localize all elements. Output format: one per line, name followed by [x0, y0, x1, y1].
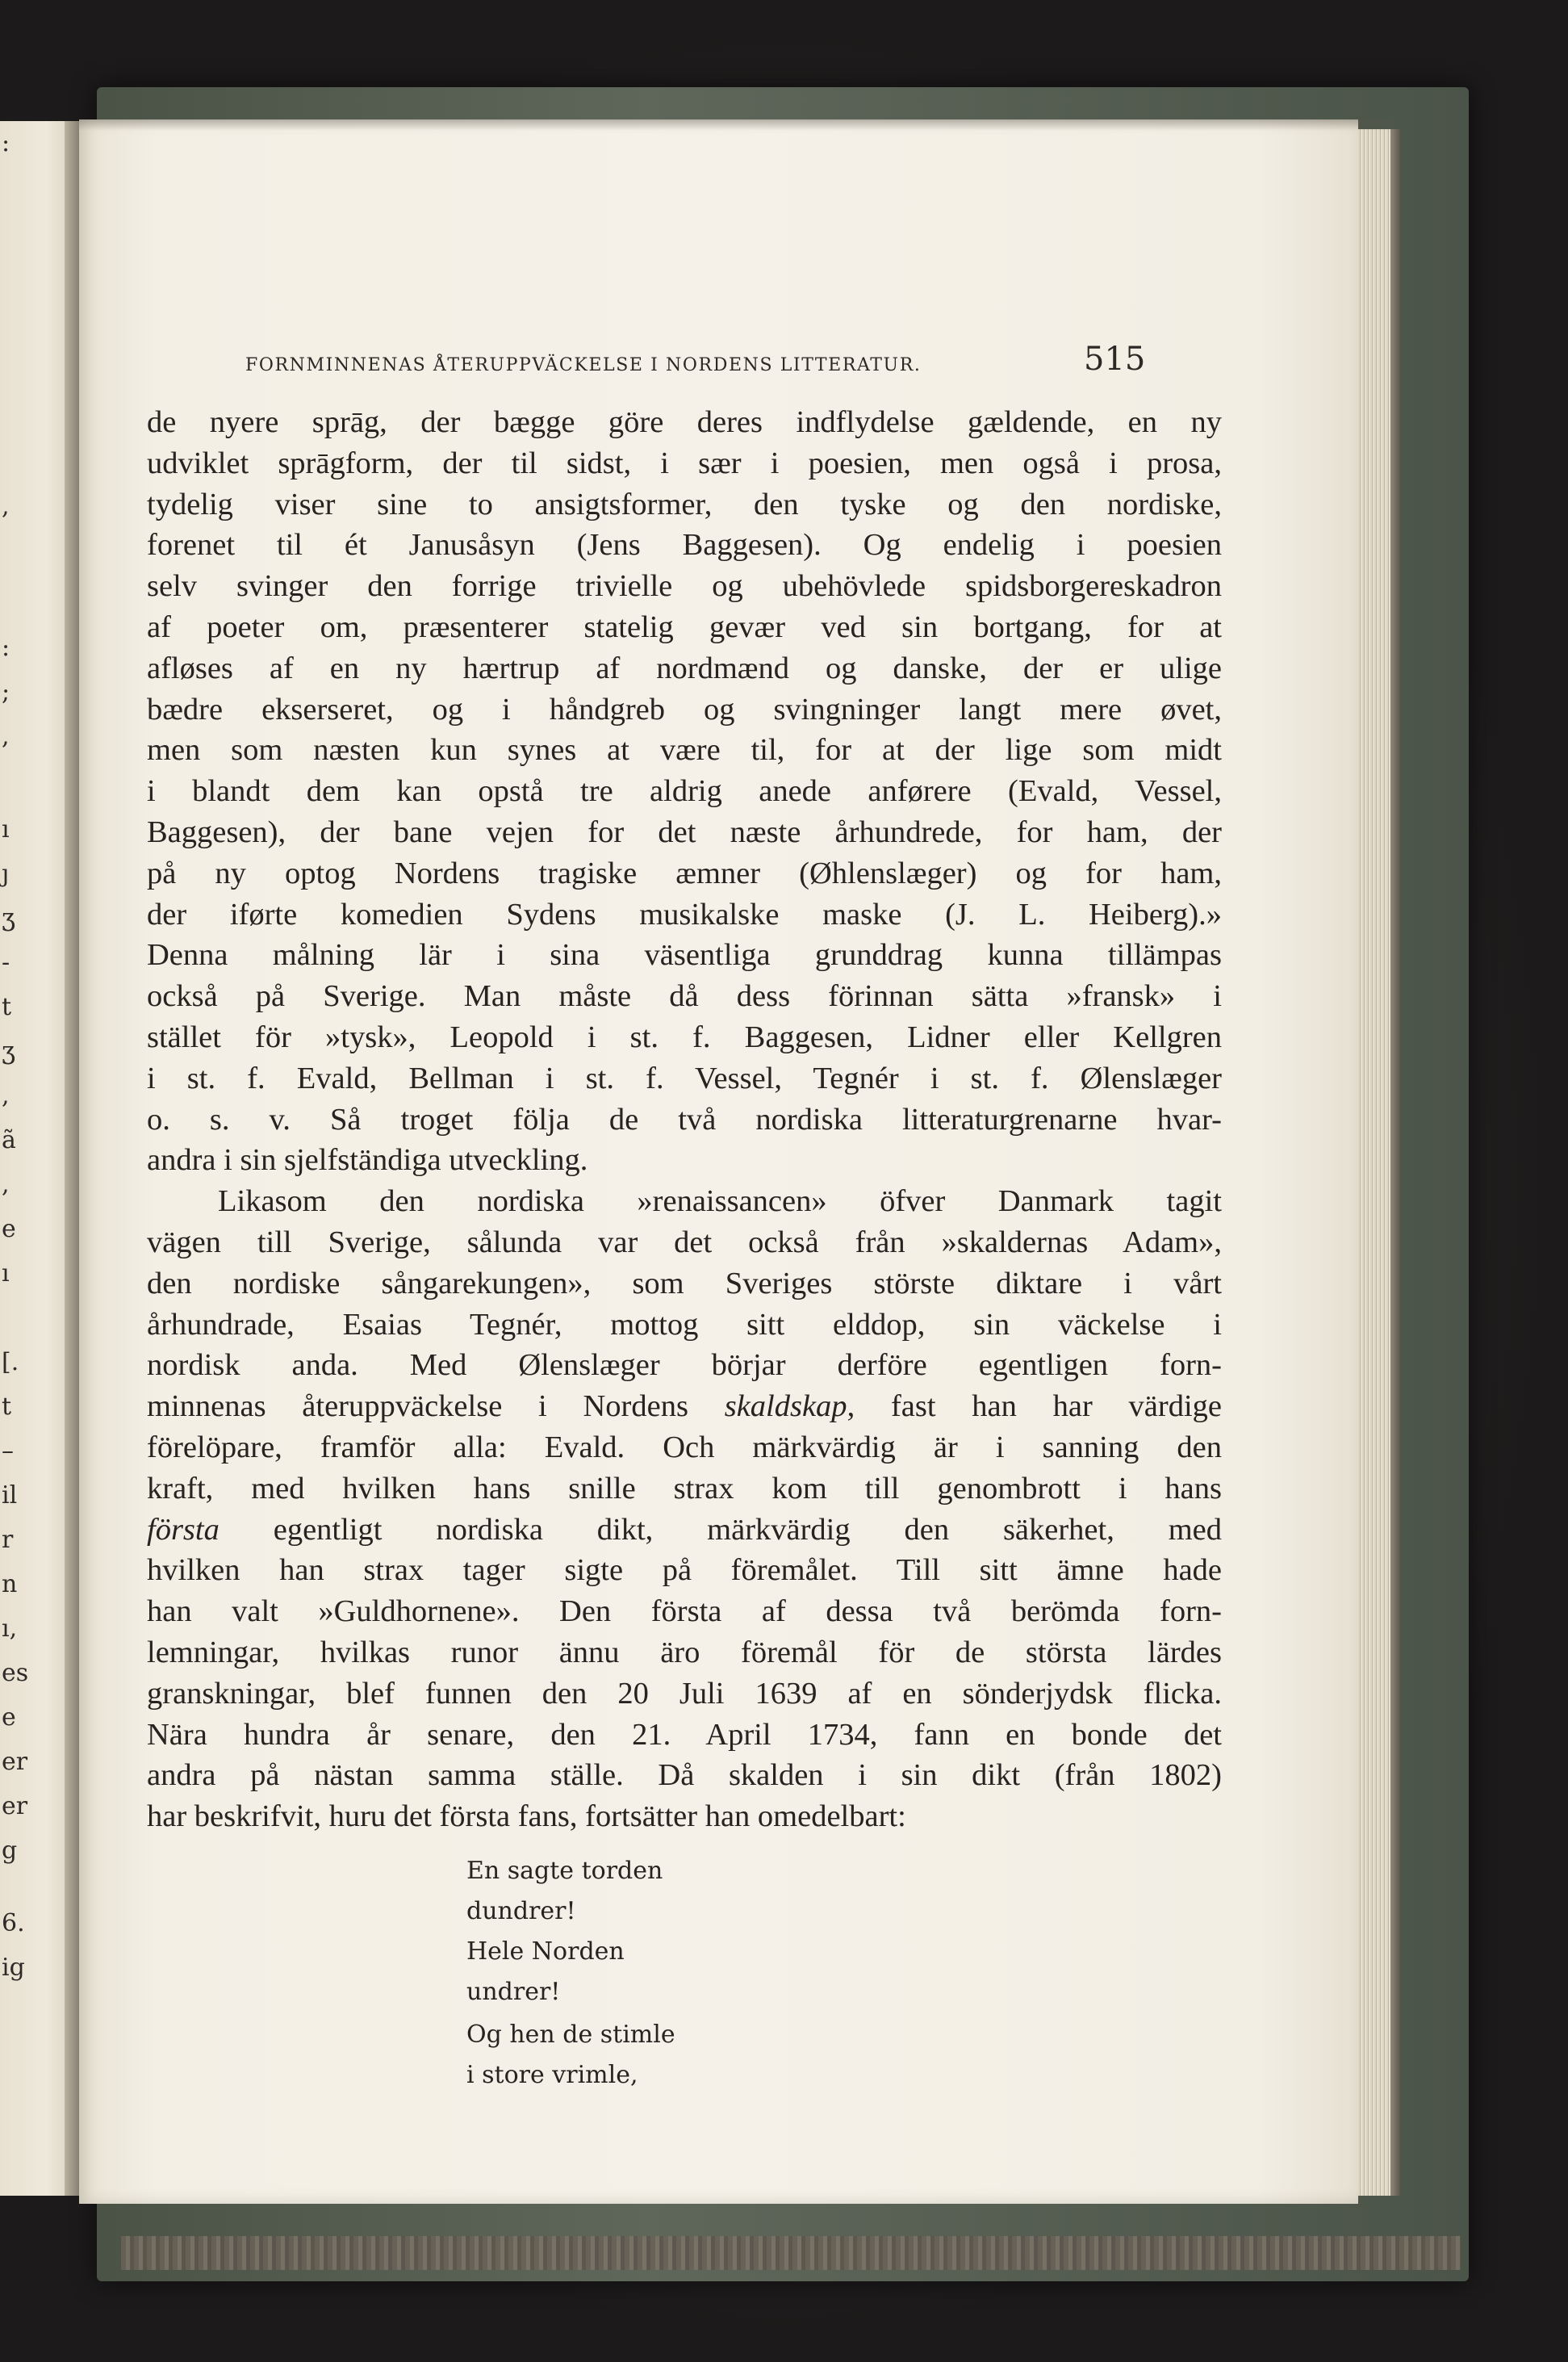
text-line: granskningar, blef funnen den 20 Juli 1639 af en sönderjydsk flicka. — [147, 1676, 1222, 1711]
margin-glyph: ı, — [2, 1614, 18, 1643]
text-line: den nordiske sångarekungen», som Sveriges störste diktare i vårt — [147, 1266, 1222, 1300]
body-text — [147, 402, 1222, 1837]
italic-term: första — [147, 1512, 220, 1547]
text-line: Baggesen), der bane vejen for det næste århundrede, for ham, der — [147, 815, 1222, 849]
text-line: selv svinger den forrige trivielle og ubehövlede spidsborgereskadron — [147, 569, 1222, 604]
margin-glyph: ı — [2, 1259, 10, 1288]
verse-line: dundrer! — [466, 1897, 576, 1925]
text-line: tydelig viser sine to ansigtsformer, den tyske og den nordiske, — [147, 487, 1222, 521]
verse-line: undrer! — [466, 1978, 561, 2006]
text-line: vägen till Sverige, sålunda var det också från »skaldernas Adam», — [147, 1225, 1222, 1259]
verse-line: En sagte torden — [466, 1857, 663, 1885]
text-line: stället för »tysk», Leopold i st. f. Baggesen, Lidner eller Kellgren — [147, 1020, 1222, 1054]
margin-glyph: r — [2, 1526, 14, 1554]
verse-line: Og hen de stimle — [466, 2021, 675, 2049]
margin-glyph: : — [2, 129, 10, 157]
margin-glyph: [. — [2, 1348, 19, 1376]
margin-glyph: , — [2, 1171, 10, 1199]
margin-glyph: , — [2, 1082, 10, 1110]
margin-glyph: ; — [2, 678, 10, 706]
text-line: har beskrifvit, huru det första fans, fortsätter han omedelbart: — [147, 1799, 906, 1834]
text-line — [147, 1386, 1222, 1427]
margin-glyph: : — [2, 634, 10, 662]
text-line: nordisk anda. Med Ølenslæger börjar derföre egentligen forn- — [147, 1348, 1222, 1383]
page-edges — [1358, 129, 1390, 2196]
text-line: udviklet sprāgform, der til sidst, i sær i poesien, men også i prosa, — [147, 446, 1222, 480]
text-line: också på Sverige. Man måste då dess förinnan sätta »fransk» i — [147, 979, 1222, 1014]
margin-glyph: , — [2, 722, 10, 751]
text-line: afløses af en ny hærtrup af nordmænd og danske, der er ulige — [147, 651, 1222, 685]
page-header — [79, 337, 1358, 394]
margin-glyph: ig — [2, 1954, 25, 1982]
page-top-shadow — [79, 119, 1390, 131]
text-line: der iførte komedien Sydens musikalske maske (J. L. Heiberg).» — [147, 897, 1222, 932]
margin-glyph: er — [2, 1748, 28, 1776]
text-run: minnenas återuppväckelse i Nordens — [147, 1389, 688, 1424]
margin-glyph: , — [2, 492, 10, 521]
margin-glyph: t — [2, 993, 12, 1021]
margin-glyph: ʒ — [2, 1037, 15, 1066]
margin-glyph: ʒ — [2, 904, 15, 932]
margin-glyph: 6. — [2, 1909, 25, 1937]
text-line: de nyere sprāg, der bægge göre deres indflydelse gældende, en ny — [147, 405, 1222, 439]
margin-glyph: es — [2, 1659, 29, 1687]
text-line: kraft, med hvilken hans snille strax kom till genombrott i hans — [147, 1471, 1222, 1506]
text-line: hvilken han strax tager sigte på föremålet. Till sitt ämne hade — [147, 1553, 1222, 1588]
text-line: men som næsten kun synes at være til, for at der lige som midt — [147, 733, 1222, 768]
margin-glyph: n — [2, 1570, 18, 1598]
text-line: han valt »Guldhornene». Den första af dessa två berömda forn- — [147, 1594, 1222, 1629]
margin-glyph: ı — [2, 815, 10, 844]
text-line — [147, 1510, 1222, 1551]
margin-glyph: er — [2, 1792, 28, 1820]
paragraph-first-line: Likasom den nordiska »renaissancen» öfver Danmark tagit — [218, 1184, 1222, 1219]
text-line: Denna målning lär i sina väsentliga grunddrag kunna tillämpas — [147, 938, 1222, 973]
text-line: i st. f. Evald, Bellman i st. f. Vessel, Tegnér i st. f. Ølenslæger — [147, 1061, 1222, 1095]
running-head: FORNMINNENAS ÅTERUPPVÄCKELSE I NORDENS LITTERATUR. — [245, 355, 922, 375]
text-line: århundrade, Esaias Tegnér, mottog sitt elddop, sin väckelse i — [147, 1307, 1222, 1342]
margin-glyph: t — [2, 1392, 12, 1421]
text-line: forenet til ét Janusåsyn (Jens Baggesen). Og endelig i poesien — [147, 528, 1222, 563]
verse-line: i store vrimle, — [466, 2061, 638, 2089]
verse-line: Hele Norden — [466, 1937, 625, 1966]
margin-glyph: ã — [2, 1126, 16, 1154]
margin-glyph: il — [2, 1481, 18, 1510]
text-run: , fast han har värdige — [847, 1389, 1223, 1424]
text-line: förelöpare, framför alla: Evald. Och märkvärdig är i sanning den — [147, 1430, 1222, 1464]
text-line: Nära hundra år senare, den 21. April 1734, fann en bonde det — [147, 1717, 1222, 1752]
book-spine-edge — [121, 2236, 1461, 2270]
text-line: lemningar, hvilkas runor ännu äro föremål för de största lärdes — [147, 1635, 1222, 1669]
margin-glyph: g — [2, 1836, 18, 1865]
margin-glyph: ȷ — [2, 860, 10, 888]
margin-glyph: – — [2, 1437, 14, 1465]
text-line: andra på nästan samma ställe. Då skalden i sin dikt (från 1802) — [147, 1758, 1222, 1793]
italic-term: skaldskap — [724, 1389, 847, 1424]
margin-glyph: - — [2, 949, 10, 977]
margin-glyph: e — [2, 1215, 16, 1243]
text-line: i blandt dem kan opstå tre aldrig anede anførere (Evald, Vessel, — [147, 774, 1222, 809]
text-line: på ny optog Nordens tragiske æmner (Øhlenslæger) og for ham, — [147, 856, 1222, 890]
text-line: af poeter om, præsenterer statelig gevær ved sin bortgang, for at — [147, 609, 1222, 644]
book-page — [79, 119, 1358, 2204]
text-line: andra i sin sjelfständiga utveckling. — [147, 1143, 588, 1178]
page-edges-shadow — [1390, 129, 1400, 2196]
page-number: 515 — [1084, 341, 1146, 378]
text-line: bædre ekserseret, og i håndgreb og svingninger langt mere øvet, — [147, 692, 1222, 727]
text-line: o. s. v. Så troget följa de två nordiska litteraturgrenarne hvar- — [147, 1102, 1222, 1137]
margin-glyph: e — [2, 1703, 16, 1732]
text-run: egentligt nordiska dikt, märkvärdig den säkerhet, med — [273, 1512, 1222, 1547]
